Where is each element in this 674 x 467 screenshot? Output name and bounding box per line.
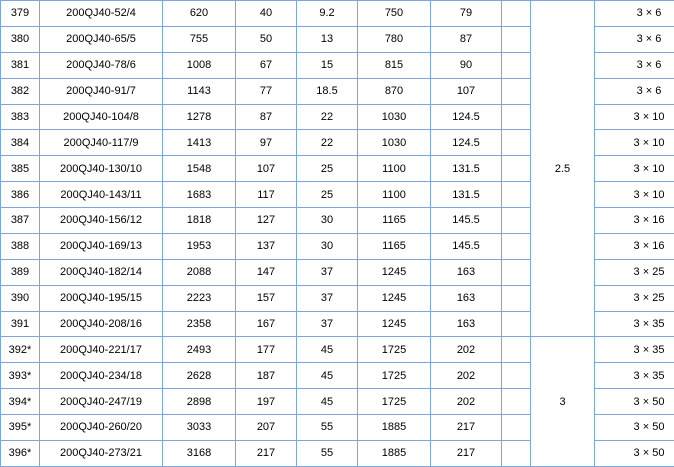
column-gap — [502, 52, 531, 78]
cell-col-a: 2628 — [163, 363, 236, 389]
column-gap — [502, 130, 531, 156]
cell-col-b: 40 — [236, 1, 297, 27]
cell-col-a: 1008 — [163, 52, 236, 78]
cell-col-c: 55 — [297, 415, 358, 441]
cell-col-c: 25 — [297, 182, 358, 208]
cell-col-d: 1885 — [358, 440, 431, 466]
cell-col-e: 87 — [431, 26, 502, 52]
cell-col-a: 1953 — [163, 233, 236, 259]
cell-no: 379 — [1, 1, 40, 27]
cell-no: 386 — [1, 182, 40, 208]
cell-col-a: 1818 — [163, 208, 236, 234]
cell-cable: 3 × 35 — [595, 311, 674, 337]
cell-cable: 3 × 10 — [595, 156, 674, 182]
cell-no: 387 — [1, 208, 40, 234]
cell-model: 200QJ40-208/16 — [40, 311, 163, 337]
column-gap — [502, 1, 531, 27]
cell-model: 200QJ40-195/15 — [40, 285, 163, 311]
cell-col-b: 207 — [236, 415, 297, 441]
cell-no: 383 — [1, 104, 40, 130]
cell-col-c: 30 — [297, 233, 358, 259]
cell-col-a: 2358 — [163, 311, 236, 337]
cell-col-b: 187 — [236, 363, 297, 389]
cell-col-a: 1413 — [163, 130, 236, 156]
table-row — [1, 337, 674, 363]
table-body — [1, 1, 674, 467]
cell-col-a: 755 — [163, 26, 236, 52]
cell-col-e: 145.5 — [431, 208, 502, 234]
column-gap — [502, 78, 531, 104]
cell-col-d: 750 — [358, 1, 431, 27]
cell-col-d: 1245 — [358, 285, 431, 311]
cell-no: 396* — [1, 440, 40, 466]
cell-cable: 3 × 25 — [595, 285, 674, 311]
cell-col-c: 18.5 — [297, 78, 358, 104]
cell-no: 394* — [1, 389, 40, 415]
cell-col-e: 163 — [431, 259, 502, 285]
cell-cable: 3 × 6 — [595, 1, 674, 27]
cell-col-e: 107 — [431, 78, 502, 104]
cell-cable: 3 × 6 — [595, 52, 674, 78]
cell-col-c: 45 — [297, 337, 358, 363]
cell-no: 384 — [1, 130, 40, 156]
cell-no: 382 — [1, 78, 40, 104]
cell-group-value: 3 — [531, 337, 595, 467]
column-gap — [502, 182, 531, 208]
cell-col-b: 117 — [236, 182, 297, 208]
cell-col-e: 131.5 — [431, 182, 502, 208]
cell-col-e: 163 — [431, 285, 502, 311]
cell-col-e: 145.5 — [431, 233, 502, 259]
cell-col-b: 127 — [236, 208, 297, 234]
cell-col-a: 2088 — [163, 259, 236, 285]
cell-cable: 3 × 25 — [595, 259, 674, 285]
cell-no: 388 — [1, 233, 40, 259]
cell-cable: 3 × 35 — [595, 363, 674, 389]
cell-col-d: 1245 — [358, 259, 431, 285]
column-gap — [502, 26, 531, 52]
column-gap — [502, 440, 531, 466]
cell-col-c: 30 — [297, 208, 358, 234]
column-gap — [502, 104, 531, 130]
cell-col-b: 77 — [236, 78, 297, 104]
column-gap — [502, 156, 531, 182]
cell-no: 389 — [1, 259, 40, 285]
cell-group-value: 2.5 — [531, 1, 595, 337]
cell-col-e: 79 — [431, 1, 502, 27]
cell-col-c: 25 — [297, 156, 358, 182]
cell-col-b: 50 — [236, 26, 297, 52]
cell-col-a: 2493 — [163, 337, 236, 363]
cell-col-b: 167 — [236, 311, 297, 337]
cell-col-d: 815 — [358, 52, 431, 78]
cell-no: 391 — [1, 311, 40, 337]
cell-col-c: 9.2 — [297, 1, 358, 27]
cell-col-a: 2223 — [163, 285, 236, 311]
cell-col-e: 217 — [431, 440, 502, 466]
cell-col-e: 217 — [431, 415, 502, 441]
cell-no: 393* — [1, 363, 40, 389]
cell-col-c: 45 — [297, 389, 358, 415]
cell-col-d: 1165 — [358, 208, 431, 234]
cell-model: 200QJ40-221/17 — [40, 337, 163, 363]
cell-col-c: 45 — [297, 363, 358, 389]
cell-col-b: 197 — [236, 389, 297, 415]
cell-no: 380 — [1, 26, 40, 52]
cell-col-e: 124.5 — [431, 130, 502, 156]
cell-col-c: 37 — [297, 285, 358, 311]
cell-col-d: 1165 — [358, 233, 431, 259]
column-gap — [502, 389, 531, 415]
cell-col-d: 1885 — [358, 415, 431, 441]
cell-col-e: 202 — [431, 337, 502, 363]
cell-col-e: 131.5 — [431, 156, 502, 182]
cell-col-c: 37 — [297, 259, 358, 285]
cell-model: 200QJ40-234/18 — [40, 363, 163, 389]
cell-col-d: 1725 — [358, 337, 431, 363]
column-gap — [502, 415, 531, 441]
cell-cable: 3 × 50 — [595, 415, 674, 441]
cell-col-e: 202 — [431, 389, 502, 415]
cell-no: 390 — [1, 285, 40, 311]
cell-model: 200QJ40-143/11 — [40, 182, 163, 208]
cell-model: 200QJ40-156/12 — [40, 208, 163, 234]
cell-col-a: 1143 — [163, 78, 236, 104]
cell-cable: 3 × 10 — [595, 182, 674, 208]
cell-model: 200QJ40-117/9 — [40, 130, 163, 156]
column-gap — [502, 337, 531, 363]
cell-model: 200QJ40-182/14 — [40, 259, 163, 285]
cell-col-d: 1100 — [358, 182, 431, 208]
cell-col-a: 3168 — [163, 440, 236, 466]
cell-col-c: 22 — [297, 104, 358, 130]
cell-col-b: 107 — [236, 156, 297, 182]
cell-no: 381 — [1, 52, 40, 78]
cell-model: 200QJ40-104/8 — [40, 104, 163, 130]
cell-col-b: 97 — [236, 130, 297, 156]
cell-model: 200QJ40-91/7 — [40, 78, 163, 104]
column-gap — [502, 285, 531, 311]
cell-col-a: 1278 — [163, 104, 236, 130]
cell-col-d: 1030 — [358, 104, 431, 130]
cell-col-e: 202 — [431, 363, 502, 389]
cell-model: 200QJ40-78/6 — [40, 52, 163, 78]
cell-col-d: 1245 — [358, 311, 431, 337]
column-gap — [502, 208, 531, 234]
cell-col-d: 1725 — [358, 363, 431, 389]
cell-col-c: 15 — [297, 52, 358, 78]
cell-model: 200QJ40-260/20 — [40, 415, 163, 441]
cell-cable: 3 × 6 — [595, 26, 674, 52]
cell-col-d: 780 — [358, 26, 431, 52]
cell-model: 200QJ40-65/5 — [40, 26, 163, 52]
column-gap — [502, 363, 531, 389]
cell-col-b: 137 — [236, 233, 297, 259]
cell-col-a: 1683 — [163, 182, 236, 208]
cell-col-b: 217 — [236, 440, 297, 466]
cell-cable: 3 × 35 — [595, 337, 674, 363]
cell-col-a: 1548 — [163, 156, 236, 182]
cell-col-d: 1030 — [358, 130, 431, 156]
cell-col-e: 124.5 — [431, 104, 502, 130]
cell-col-c: 55 — [297, 440, 358, 466]
cell-no: 392* — [1, 337, 40, 363]
cell-col-d: 1725 — [358, 389, 431, 415]
cell-col-c: 37 — [297, 311, 358, 337]
table-row — [1, 1, 674, 27]
cell-col-b: 177 — [236, 337, 297, 363]
cell-col-d: 870 — [358, 78, 431, 104]
cell-cable: 3 × 10 — [595, 130, 674, 156]
cell-model: 200QJ40-273/21 — [40, 440, 163, 466]
cell-cable: 3 × 16 — [595, 208, 674, 234]
cell-col-b: 67 — [236, 52, 297, 78]
cell-cable: 3 × 6 — [595, 78, 674, 104]
cell-no: 385 — [1, 156, 40, 182]
cell-col-a: 620 — [163, 1, 236, 27]
cell-col-a: 3033 — [163, 415, 236, 441]
cell-cable: 3 × 16 — [595, 233, 674, 259]
column-gap — [502, 233, 531, 259]
cell-col-c: 22 — [297, 130, 358, 156]
cell-cable: 3 × 50 — [595, 440, 674, 466]
cell-model: 200QJ40-130/10 — [40, 156, 163, 182]
cell-col-d: 1100 — [358, 156, 431, 182]
cell-col-a: 2898 — [163, 389, 236, 415]
column-gap — [502, 311, 531, 337]
cell-col-e: 163 — [431, 311, 502, 337]
cell-model: 200QJ40-247/19 — [40, 389, 163, 415]
cell-col-b: 87 — [236, 104, 297, 130]
cell-col-e: 90 — [431, 52, 502, 78]
cell-cable: 3 × 10 — [595, 104, 674, 130]
column-gap — [502, 259, 531, 285]
cell-no: 395* — [1, 415, 40, 441]
cell-model: 200QJ40-52/4 — [40, 1, 163, 27]
cell-col-b: 147 — [236, 259, 297, 285]
cell-model: 200QJ40-169/13 — [40, 233, 163, 259]
cell-col-c: 13 — [297, 26, 358, 52]
cell-col-b: 157 — [236, 285, 297, 311]
cell-cable: 3 × 50 — [595, 389, 674, 415]
